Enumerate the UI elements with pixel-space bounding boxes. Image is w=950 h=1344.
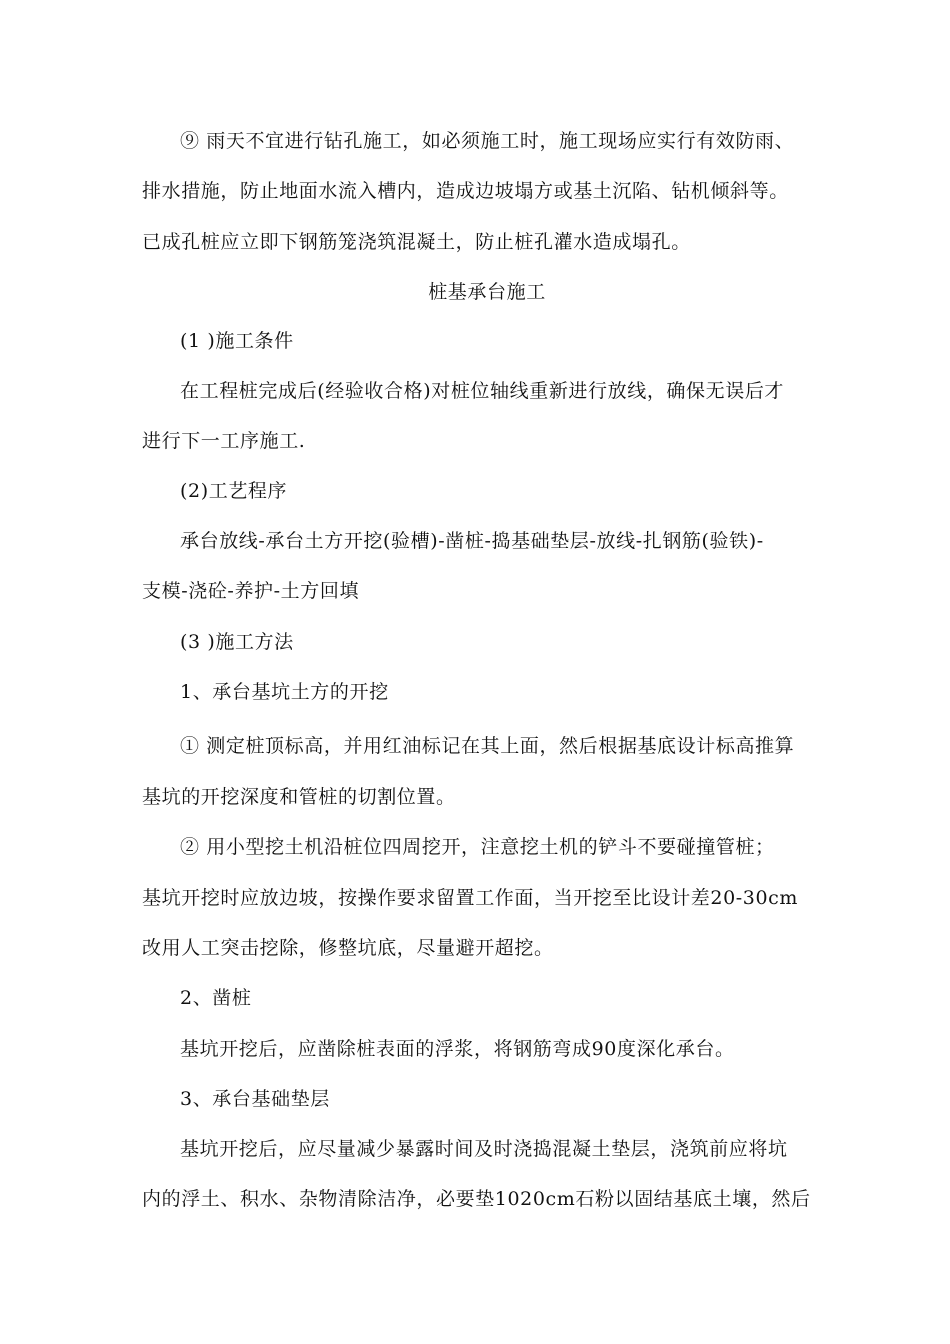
text-line: 支模-浇砼-养护-土方回填 [142, 580, 360, 602]
text-line: ① 测定桩顶标高，并用红油标记在其上面，然后根据基底设计标高推算 [180, 735, 795, 757]
subheading: 1、承台基坑土方的开挖 [180, 681, 389, 703]
text-line: 在工程桩完成后(经验收合格)对桩位轴线重新进行放线，确保无误后才 [180, 380, 785, 402]
text-line: 进行下一工序施工. [142, 430, 306, 452]
subheading: (1 )施工条件 [180, 330, 294, 352]
text-line: 排水措施，防止地面水流入槽内，造成边坡塌方或基土沉陷、钻机倾斜等。 [142, 180, 789, 202]
text-line: 改用人工突击挖除，修整坑底，尽量避开超挖。 [142, 937, 554, 959]
text-line: 基坑开挖后，应尽量减少暴露时间及时浇捣混凝土垫层，浇筑前应将坑 [180, 1138, 788, 1160]
text-line: ② 用小型挖土机沿桩位四周挖开，注意挖土机的铲斗不要碰撞管桩； [180, 836, 775, 858]
text-line: 基坑开挖时应放边坡，按操作要求留置工作面，当开挖至比设计差20-30cm [142, 887, 799, 909]
text-line: 基坑的开挖深度和管桩的切割位置。 [142, 786, 456, 808]
subheading: (2)工艺程序 [180, 480, 288, 502]
text-line: 承台放线-承台土方开挖(验槽)-凿桩-捣基础垫层-放线-扎钢筋(验铁)- [180, 530, 764, 552]
subheading: (3 )施工方法 [180, 631, 294, 653]
subheading: 2、凿桩 [180, 987, 252, 1009]
text-line: 内的浮土、积水、杂物清除洁净，必要垫1020cm石粉以固结基底土壤，然后 [142, 1188, 811, 1210]
text-line: ⑨ 雨天不宜进行钻孔施工，如必须施工时，施工现场应实行有效防雨、 [180, 130, 795, 152]
text-line: 基坑开挖后，应凿除桩表面的浮浆，将钢筋弯成90度深化承台。 [180, 1038, 735, 1060]
text-line: 已成孔桩应立即下钢筋笼浇筑混凝土，防止桩孔灌水造成塌孔。 [142, 231, 691, 253]
subheading: 3、承台基础垫层 [180, 1088, 330, 1110]
section-heading: 桩基承台施工 [428, 281, 546, 303]
